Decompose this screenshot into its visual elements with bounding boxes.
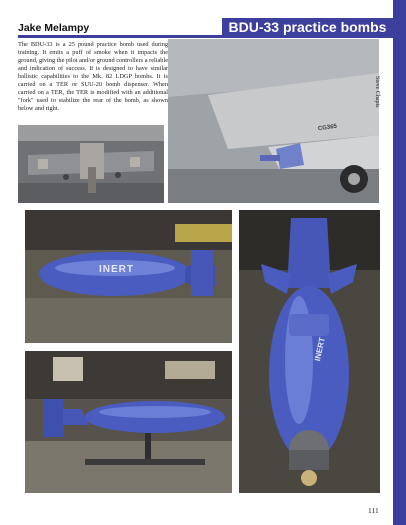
photo-aircraft-underwing (168, 39, 379, 203)
bomb-stencil-side: INERT (99, 264, 134, 275)
photo-bomb-top (239, 210, 380, 493)
photo-ter-fork (18, 125, 164, 203)
author-byline: Jake Melampy (18, 22, 90, 34)
bomb-stencil-top: INERT (313, 336, 327, 362)
page-title: BDU-33 practice bombs (222, 18, 393, 36)
photo-bomb-cart (25, 351, 232, 493)
photo-bomb-side (25, 210, 232, 343)
intro-paragraph: The BDU-33 is a 25 pound practice bomb used during training. It emits a puff of smoke when it impacts the ground, giving the pilot and/or ground controllers a reliable and indication of success. It is designed to have similar ballistic capabilities to the Mk. 82 LDGP bombs. It is carried on a TER or SUU-20 bomb dispenser. When carried on a TER, the TER is modified with an additional "fork" used to stabilize the rear of the bomb, as shown below and right. (18, 41, 168, 113)
aircraft-marking: CG365 (317, 123, 338, 133)
page-number: 111 (368, 506, 379, 515)
photo-credit: Steve Chapis (374, 76, 380, 108)
page-edge-bar (393, 0, 406, 525)
